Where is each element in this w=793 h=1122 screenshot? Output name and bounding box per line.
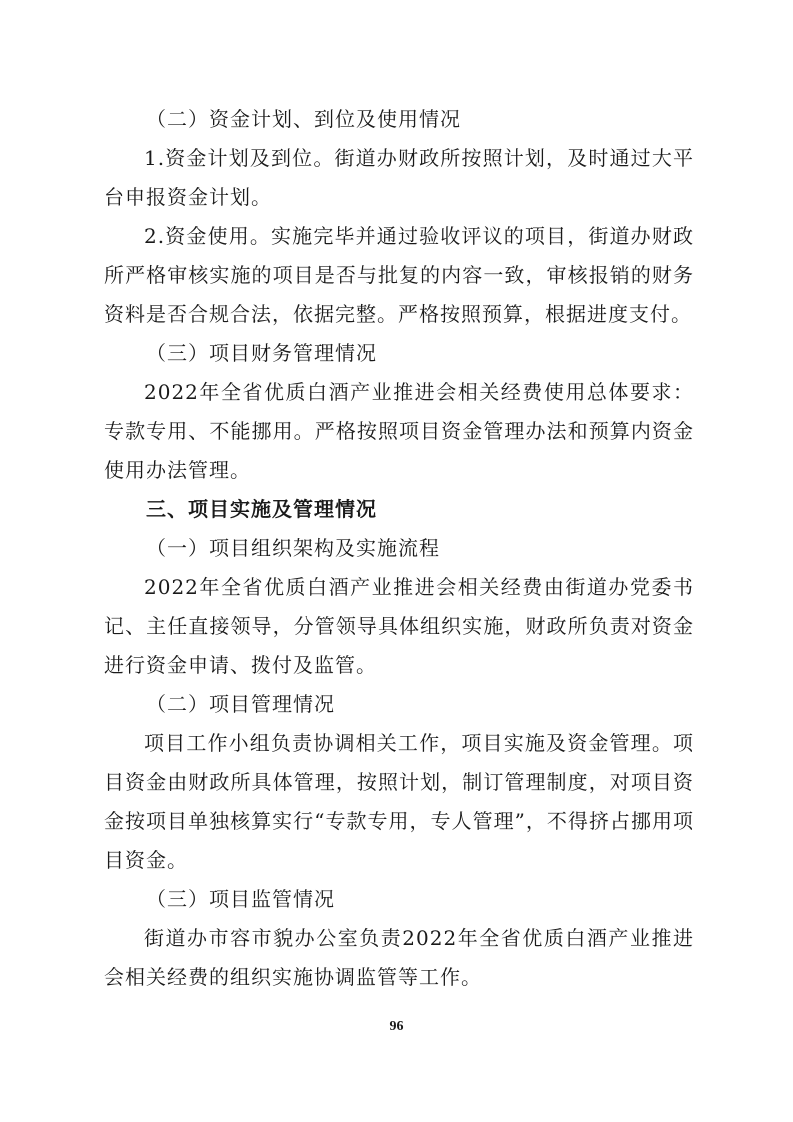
paragraph-financial-requirements: 2022年全省优质白酒产业推进会相关经费使用总体要求：专款专用、不能挪用。严格按照项目资金管理办法和预算内资金使用办法管理。	[104, 380, 694, 482]
subheading-supervision: （三）项目监管情况	[146, 887, 335, 911]
paragraph-project-management: 项目工作小组负责协调相关工作，项目实施及资金管理。项目资金由财政所具体管理，按照计划，制订管理制度，对项目资金按项目单独核算实行“专款专用，专人管理”，不得挤占挪用项目资金。	[104, 731, 694, 872]
section-heading-implementation: 三、项目实施及管理情况	[146, 497, 377, 521]
subheading-project-management: （二）项目管理情况	[146, 692, 335, 716]
paragraph-supervision: 街道办市容市貌办公室负责2022年全省优质白酒产业推进会相关经费的组织实施协调监管等工作。	[104, 926, 694, 989]
page-number: 96	[389, 1019, 404, 1034]
subheading-funding-plan: （二）资金计划、到位及使用情况	[146, 107, 461, 131]
subheading-financial-management: （三）项目财务管理情况	[146, 341, 377, 365]
paragraph-organization: 2022年全省优质白酒产业推进会相关经费由街道办党委书记、主任直接领导，分管领导具体组织实施，财政所负责对资金进行资金申请、拨付及监管。	[104, 575, 694, 677]
paragraph-funding-arrival: 1.资金计划及到位。街道办财政所按照计划，及时通过大平台申报资金计划。	[104, 146, 694, 209]
paragraph-funding-usage: 2.资金使用。实施完毕并通过验收评议的项目，街道办财政所严格审核实施的项目是否与批复的内容一致，审核报销的财务资料是否合规合法，依据完整。严格按照预算，根据进度支付。	[104, 224, 694, 326]
document-body	[104, 100, 694, 997]
subheading-organization: （一）项目组织架构及实施流程	[146, 536, 440, 560]
